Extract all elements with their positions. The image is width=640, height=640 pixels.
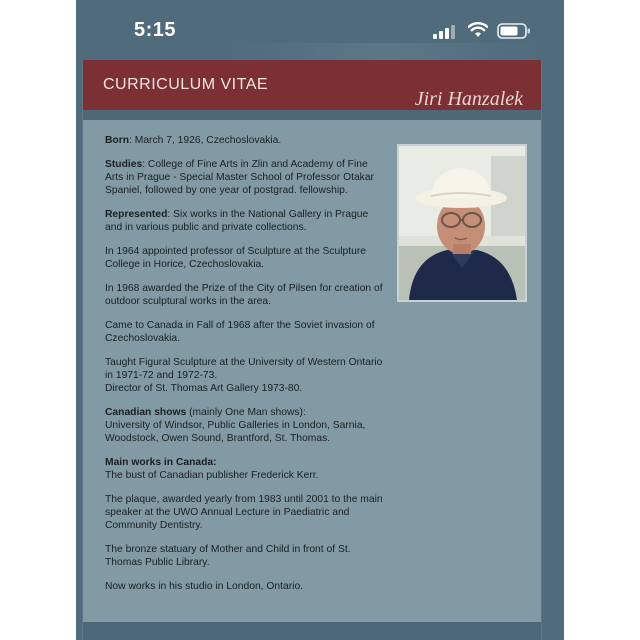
represented-label: Represented: [105, 209, 168, 220]
professor-paragraph: In 1964 appointed professor of Sculpture at the Sculpture College in Horice, Czechoslovakia.: [105, 246, 367, 270]
artist-portrait-image: [399, 146, 525, 300]
studies-text: : College of Fine Arts in Zlin and Academy of Fine Arts in Prague - Special Master School of Professor Otakar Spaniel, followed by one year of postgrad. fellowship.: [105, 159, 374, 196]
battery-icon: [497, 23, 531, 39]
shows-list: University of Windsor, Public Galleries in London, Sarnia, Woodstock, Owen Sound, Brantford, St. Thomas.: [105, 420, 366, 444]
statuary-paragraph: The bronze statuary of Mother and Child in front of St. Thomas Public Library.: [105, 544, 351, 568]
director-text: Director of St. Thomas Art Gallery 1973-80.: [105, 383, 303, 394]
studio-paragraph: Now works in his studio in London, Ontario.: [105, 581, 304, 592]
shows-paragraph: [105, 406, 387, 445]
shows-label: Canadian shows: [105, 407, 187, 418]
phone-screen: [76, 0, 564, 640]
wifi-icon: [468, 22, 488, 38]
represented-paragraph: [105, 208, 387, 234]
taught-paragraph: [105, 356, 387, 395]
artist-name: Jiri Hanzalek: [414, 88, 523, 110]
born-label: Born: [105, 135, 130, 146]
ghost-header-text: [226, 43, 546, 61]
represented-text: : Six works in the National Gallery in Prague and in various public and private collections.: [105, 209, 369, 233]
banner-strip: [83, 110, 541, 120]
main-works-label: Main works in Canada:: [105, 457, 217, 468]
cv-page: [82, 60, 542, 640]
studies-label: Studies: [105, 159, 143, 170]
born-text: : March 7, 1926, Czechoslovakia.: [129, 135, 282, 146]
taught-text: Taught Figural Sculpture at the University of Western Ontario in 1971-72 and 1972-73.: [105, 357, 383, 381]
cellular-signal-icon: [433, 25, 455, 39]
studies-paragraph: [105, 158, 387, 197]
canada-paragraph: Came to Canada in Fall of 1968 after the Soviet invasion of Czechoslovakia.: [105, 320, 375, 344]
prize-paragraph: In 1968 awarded the Prize of the City of Pilsen for creation of outdoor sculptural works in the area.: [105, 283, 383, 307]
plaque-paragraph: The plaque, awarded yearly from 1983 until 2001 to the main speaker at the UWO Annual Lecture in Paediatric and Community Dentistry.: [105, 494, 383, 531]
shows-suffix: (mainly One Man shows):: [186, 407, 306, 418]
cv-content: [105, 134, 387, 604]
bust-text: The bust of Canadian publisher Frederick Kerr.: [105, 470, 319, 481]
artist-photo: [397, 144, 527, 302]
status-time: 5:15: [134, 19, 177, 41]
banner: [83, 60, 541, 110]
banner-title: CURRICULUM VITAE: [103, 76, 269, 93]
footer-strip: [83, 622, 541, 640]
born-paragraph: [105, 134, 387, 147]
main-works-paragraph: [105, 456, 387, 482]
